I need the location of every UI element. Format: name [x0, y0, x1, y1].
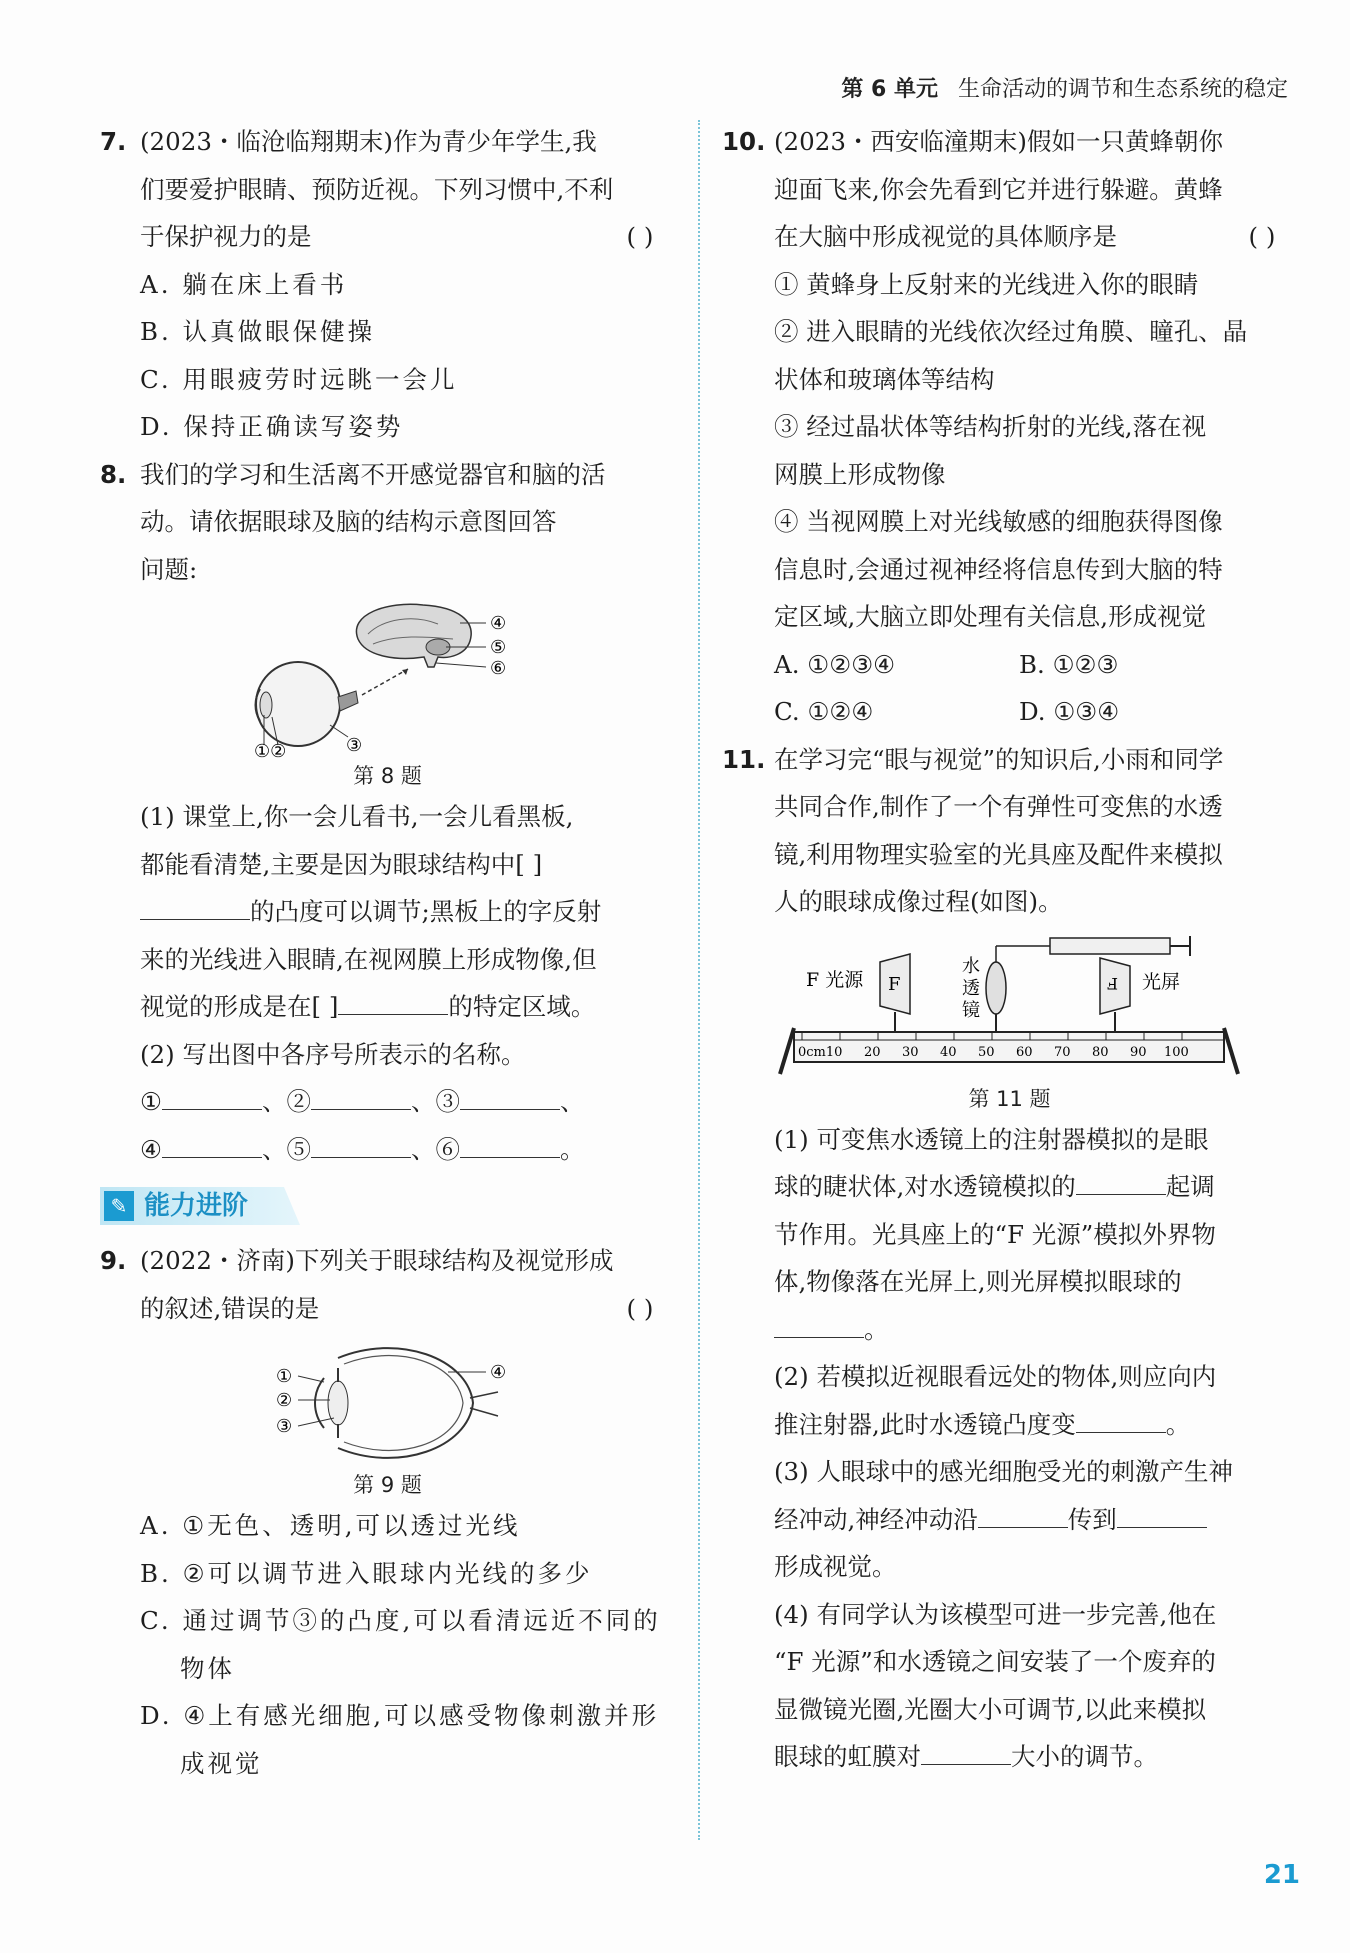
sub-text: 传到: [1067, 1504, 1117, 1534]
option-d-continued: 成视觉: [180, 1748, 263, 1778]
option-d[interactable]: D. 保持正确读写姿势: [140, 412, 404, 441]
option-a[interactable]: A. 躺在床上看书: [140, 269, 348, 299]
step-text: ④ 当视网膜上对光线敏感的细胞获得图像: [774, 507, 1223, 536]
option-c[interactable]: C. ①②④: [774, 697, 874, 726]
label-number: 、⑥: [410, 1134, 460, 1164]
label-number: ④: [140, 1134, 162, 1164]
question-number: 10.: [722, 127, 766, 156]
question-11: [722, 736, 1297, 926]
sub-question-2: [722, 1353, 1297, 1448]
question-text: 在学习完“眼与视觉”的知识后,小雨和同学: [774, 744, 1224, 774]
label-number: 、③: [410, 1087, 460, 1116]
question-text: (2022・济南)下列关于眼球结构及视觉形成: [140, 1246, 614, 1275]
figure-caption: 第 11 题: [968, 1086, 1051, 1111]
answer-blank[interactable]: [460, 1129, 560, 1158]
f-source-label: F 光源: [805, 968, 863, 991]
question-text: 问题:: [140, 554, 198, 584]
option-c[interactable]: C. 通过调节③的凸度,可以看清远近不同的: [140, 1606, 661, 1635]
punctuation: 、: [559, 1087, 585, 1116]
answer-blank[interactable]: [140, 891, 250, 920]
answer-bracket[interactable]: ( ): [1248, 222, 1276, 251]
step-text: 信息时,会通过视神经将信息传到大脑的特: [774, 554, 1223, 584]
sub-text: 都能看清楚,主要是因为眼球结构中[ ]: [140, 849, 543, 879]
answer-blank[interactable]: [1076, 1404, 1166, 1433]
question-text: 在大脑中形成视觉的具体顺序是: [774, 222, 1117, 251]
option-c-continued: 物体: [180, 1653, 235, 1683]
sub-text: 来的光线进入眼睛,在视网膜上形成物像,但: [140, 944, 597, 974]
answer-blank[interactable]: [921, 1736, 1011, 1765]
question-7: [100, 118, 675, 261]
question-text: 我们的学习和生活离不开感觉器官和脑的活: [140, 459, 606, 489]
question-text: 于保护视力的是: [140, 222, 312, 251]
ruler-label: 70: [1053, 1044, 1071, 1060]
question-number: 11.: [722, 744, 766, 774]
ruler-label: 80: [1091, 1044, 1109, 1060]
question-text: (2023・临沧临翔期末)作为青少年学生,我: [140, 127, 597, 156]
answer-bracket[interactable]: ( ): [626, 222, 654, 251]
answer-blank[interactable]: [338, 986, 448, 1015]
option-row: [722, 688, 1297, 736]
step-text: 定区域,大脑立即处理有关信息,形成视觉: [774, 602, 1207, 631]
ruler-label: 60: [1015, 1044, 1033, 1060]
answer-blank[interactable]: [1076, 1166, 1166, 1195]
sub-text: (2) 写出图中各序号所表示的名称。: [140, 1039, 526, 1069]
sub-question-1: [100, 793, 675, 1173]
step-text: 网膜上形成物像: [774, 459, 946, 489]
answer-blank[interactable]: [774, 1309, 864, 1338]
fig-label: ③: [345, 735, 362, 756]
fig-label: ②: [275, 1390, 292, 1411]
sub-text: 的凸度可以调节;黑板上的字反射: [250, 897, 602, 926]
ruler-label: 30: [901, 1044, 919, 1060]
ruler-label: 100: [1163, 1044, 1189, 1060]
question-number: 7.: [100, 127, 127, 156]
question-text: 动。请依据眼球及脑的结构示意图回答: [140, 507, 557, 536]
right-column: [722, 118, 1297, 1781]
unit-label: 第 6 单元: [841, 77, 938, 102]
sub-text: 眼球的虹膜对: [774, 1742, 921, 1771]
step-text: 状体和玻璃体等结构: [774, 364, 995, 394]
option-a[interactable]: A. ①无色、透明,可以透过光线: [140, 1511, 521, 1540]
sub-text: 的特定区域。: [448, 992, 596, 1021]
label-number: 、⑤: [261, 1134, 311, 1164]
answer-blank[interactable]: [311, 1081, 411, 1110]
option-b[interactable]: B. ②可以调节进入眼球内光线的多少: [140, 1558, 593, 1588]
ruler-label: 20: [863, 1044, 881, 1060]
sub-text: 显微镜光圈,光圈大小可调节,以此来模拟: [774, 1694, 1207, 1724]
lens-label: 水: [961, 955, 980, 977]
option-b[interactable]: B. ①②③: [1019, 649, 1119, 679]
f-letter: F: [887, 973, 900, 995]
banner-title: 能力进阶: [144, 1191, 249, 1221]
step-text: ③ 经过晶状体等结构折射的光线,落在视: [774, 412, 1207, 441]
sub-text: (1) 课堂上,你一会儿看书,一会儿看黑板,: [140, 802, 574, 831]
section-banner: [100, 1183, 675, 1229]
left-column: [100, 118, 675, 1787]
option-d[interactable]: D. ④上有感光细胞,可以感受物像刺激并形: [140, 1701, 660, 1730]
answer-blank[interactable]: [311, 1129, 411, 1158]
optical-bench-figure: [770, 932, 1250, 1082]
question-number: 9.: [100, 1246, 127, 1275]
fig-label: ④: [489, 613, 506, 634]
pencil-icon: ✎: [104, 1191, 134, 1221]
question-text: 镜,利用物理实验室的光具座及配件来模拟: [774, 839, 1223, 869]
question-10: [722, 118, 1297, 641]
lens-label: 镜: [961, 999, 980, 1021]
column-divider: [698, 120, 700, 1840]
brain-illustration: [356, 604, 471, 667]
screen-label: 光屏: [1141, 970, 1180, 993]
sub-text: 大小的调节。: [1011, 1742, 1158, 1771]
fig-label: ①②: [253, 741, 286, 759]
step-text: ② 进入眼睛的光线依次经过角膜、瞳孔、晶: [774, 317, 1248, 346]
answer-blank[interactable]: [460, 1081, 560, 1110]
ruler-label: 0cm10: [797, 1044, 842, 1060]
ruler-label: 50: [977, 1044, 995, 1060]
fig-label: ④: [489, 1362, 506, 1383]
question-text: 迎面飞来,你会先看到它并进行躲避。黄蜂: [774, 174, 1223, 204]
sub-text: (1) 可变焦水透镜上的注射器模拟的是眼: [774, 1124, 1209, 1154]
option-c[interactable]: C. 用眼疲劳时远眺一会儿: [140, 364, 458, 394]
answer-blank[interactable]: [162, 1129, 262, 1158]
option-b[interactable]: B. 认真做眼保健操: [140, 317, 376, 346]
punctuation: 。: [1165, 1409, 1191, 1439]
question-8: [100, 451, 675, 594]
unit-title: 生命活动的调节和生态系统的稳定: [957, 77, 1288, 102]
answer-blank[interactable]: [162, 1081, 262, 1110]
sub-question-4: [722, 1591, 1297, 1781]
fig-label: ⑥: [489, 658, 506, 679]
answer-blank[interactable]: [978, 1499, 1068, 1528]
inverted-f-letter: F: [1106, 973, 1118, 993]
question-text: 共同合作,制作了一个有弹性可变焦的水透: [774, 792, 1223, 821]
lens-label: 透: [961, 977, 980, 999]
fig-label: ⑤: [489, 637, 506, 658]
punctuation: 。: [864, 1314, 889, 1344]
sub-text: (2) 若模拟近视眼看远处的物体,则应向内: [774, 1362, 1217, 1391]
sub-question-3: [722, 1448, 1297, 1591]
answer-bracket[interactable]: ( ): [626, 1293, 654, 1323]
label-number: 、②: [261, 1087, 311, 1116]
sub-text: “F 光源”和水透镜之间安装了一个废弃的: [774, 1647, 1216, 1676]
figure-caption: 第 9 题: [353, 1473, 422, 1497]
eye-structure-figure: [258, 1338, 518, 1468]
step-text: ① 黄蜂身上反射来的光线进入你的眼睛: [774, 269, 1199, 299]
fig-label: ①: [275, 1366, 292, 1387]
eye-brain-figure: [238, 599, 538, 759]
sub-question-1: [722, 1116, 1297, 1354]
option-d[interactable]: D. ①③④: [1019, 697, 1120, 726]
sub-text: 视觉的形成是在[ ]: [140, 992, 339, 1021]
water-lens: [986, 962, 1006, 1014]
answer-blank[interactable]: [1117, 1499, 1207, 1528]
label-number: ①: [140, 1087, 162, 1116]
question-text: 们要爱护眼睛、预防近视。下列习惯中,不利: [140, 174, 614, 204]
sub-text: 形成视觉。: [774, 1552, 897, 1581]
sub-text: 经冲动,神经冲动沿: [774, 1504, 978, 1534]
sub-text: (3) 人眼球中的感光细胞受光的刺激产生神: [774, 1457, 1233, 1486]
question-9: [100, 1237, 675, 1332]
fig-label: ③: [275, 1416, 292, 1437]
page-number: 21: [1263, 1860, 1300, 1890]
question-number: 8.: [100, 459, 127, 489]
option-row: [722, 641, 1297, 689]
sub-text: (4) 有同学认为该模型可进一步完善,他在: [774, 1599, 1217, 1629]
syringe: [1050, 938, 1170, 954]
sub-text: 节作用。光具座上的“F 光源”模拟外界物: [774, 1219, 1216, 1249]
sub-text: 球的睫状体,对水透镜模拟的: [774, 1172, 1076, 1201]
sub-text: 推注射器,此时水透镜凸度变: [774, 1409, 1076, 1439]
question-text: 的叙述,错误的是: [140, 1293, 320, 1323]
figure-caption: 第 8 题: [353, 764, 422, 788]
question-text: 人的眼球成像过程(如图)。: [774, 887, 1063, 916]
question-text: (2023・西安临潼期末)假如一只黄蜂朝你: [774, 127, 1223, 156]
page-header: [841, 72, 1288, 103]
sub-text: 体,物像落在光屏上,则光屏模拟眼球的: [774, 1267, 1182, 1296]
sub-text: 起调: [1165, 1172, 1215, 1201]
ruler-label: 90: [1129, 1044, 1147, 1060]
punctuation: 。: [559, 1134, 585, 1164]
option-a[interactable]: A. ①②③④: [774, 649, 896, 679]
ruler-label: 40: [939, 1044, 957, 1060]
